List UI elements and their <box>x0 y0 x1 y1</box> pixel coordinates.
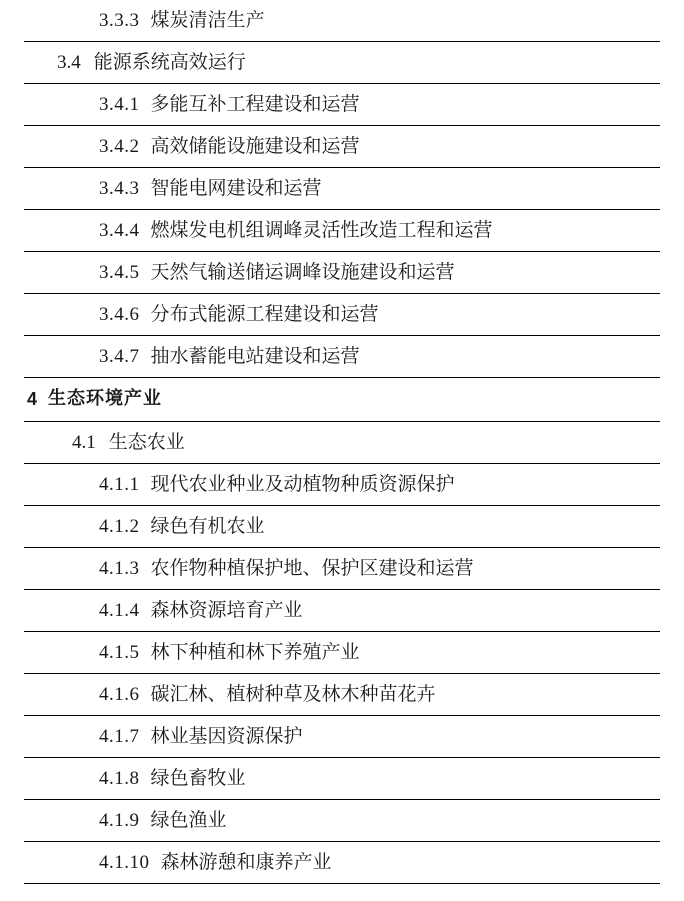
outline-number: 3.4.6 <box>99 304 140 325</box>
outline-number: 4.1 <box>72 432 96 453</box>
outline-title: 煤炭清洁生产 <box>150 10 265 31</box>
outline-row <box>24 674 660 716</box>
outline-number: 3.4.5 <box>99 262 140 283</box>
outline-row <box>24 0 660 42</box>
outline-title: 农作物种植保护地、保护区建设和运营 <box>150 558 474 579</box>
outline-title: 林下种植和林下养殖产业 <box>150 642 360 663</box>
outline-title: 抽水蓄能电站建设和运营 <box>150 346 360 367</box>
outline-number: 4.1.6 <box>99 684 140 705</box>
outline-row <box>24 842 660 884</box>
outline-title: 森林资源培育产业 <box>150 600 303 621</box>
outline-number: 4.1.3 <box>99 558 140 579</box>
outline-number: 3.4.7 <box>99 346 140 367</box>
outline-title: 森林游憩和康养产业 <box>160 852 332 873</box>
outline-number: 3.3.3 <box>99 10 140 31</box>
outline-title: 绿色有机农业 <box>150 516 265 537</box>
outline-number: 3.4 <box>57 52 81 73</box>
outline-row <box>24 758 660 800</box>
outline-title: 绿色渔业 <box>150 810 227 831</box>
outline-row <box>24 590 660 632</box>
outline-row <box>24 84 660 126</box>
outline-title: 天然气输送储运调峰设施建设和运营 <box>150 262 455 283</box>
outline-row <box>24 294 660 336</box>
outline-number: 4.1.8 <box>99 768 140 789</box>
outline-row <box>24 632 660 674</box>
outline-number: 4.1.5 <box>99 642 140 663</box>
outline-row <box>24 464 660 506</box>
outline-number: 4.1.7 <box>99 726 140 747</box>
outline-title: 生态农业 <box>108 432 185 453</box>
outline-row <box>24 422 660 464</box>
outline-number: 4.1.4 <box>99 600 140 621</box>
outline-title: 分布式能源工程建设和运营 <box>150 304 379 325</box>
outline-title: 燃煤发电机组调峰灵活性改造工程和运营 <box>150 220 493 241</box>
outline-row <box>24 506 660 548</box>
outline-number: 4.1.2 <box>99 516 140 537</box>
outline-row <box>24 42 660 84</box>
outline-row <box>24 336 660 378</box>
outline-number: 3.4.2 <box>99 136 140 157</box>
outline-row <box>24 716 660 758</box>
outline-number: 3.4.4 <box>99 220 140 241</box>
outline-row <box>24 252 660 294</box>
outline-title: 现代农业种业及动植物种质资源保护 <box>150 474 455 495</box>
outline-row <box>24 168 660 210</box>
outline-row <box>24 800 660 842</box>
outline-number: 4.1.10 <box>99 852 150 873</box>
outline-title: 多能互补工程建设和运营 <box>150 94 360 115</box>
outline-row <box>24 126 660 168</box>
outline-number: 3.4.1 <box>99 94 140 115</box>
outline-title: 绿色畜牧业 <box>150 768 246 789</box>
outline-number: 4.1.1 <box>99 474 140 495</box>
outline-title: 生态环境产业 <box>48 388 163 408</box>
outline-title: 碳汇林、植树种草及林木种苗花卉 <box>150 684 436 705</box>
outline-number: 4 <box>27 389 38 409</box>
outline-chapter-row <box>24 378 660 422</box>
outline-number: 3.4.3 <box>99 178 140 199</box>
outline-title: 林业基因资源保护 <box>150 726 303 747</box>
outline-title: 高效储能设施建设和运营 <box>150 136 360 157</box>
outline-title: 智能电网建设和运营 <box>150 178 322 199</box>
outline-title: 能源系统高效运行 <box>93 52 246 73</box>
outline-row <box>24 210 660 252</box>
outline-number: 4.1.9 <box>99 810 140 831</box>
outline-row <box>24 548 660 590</box>
